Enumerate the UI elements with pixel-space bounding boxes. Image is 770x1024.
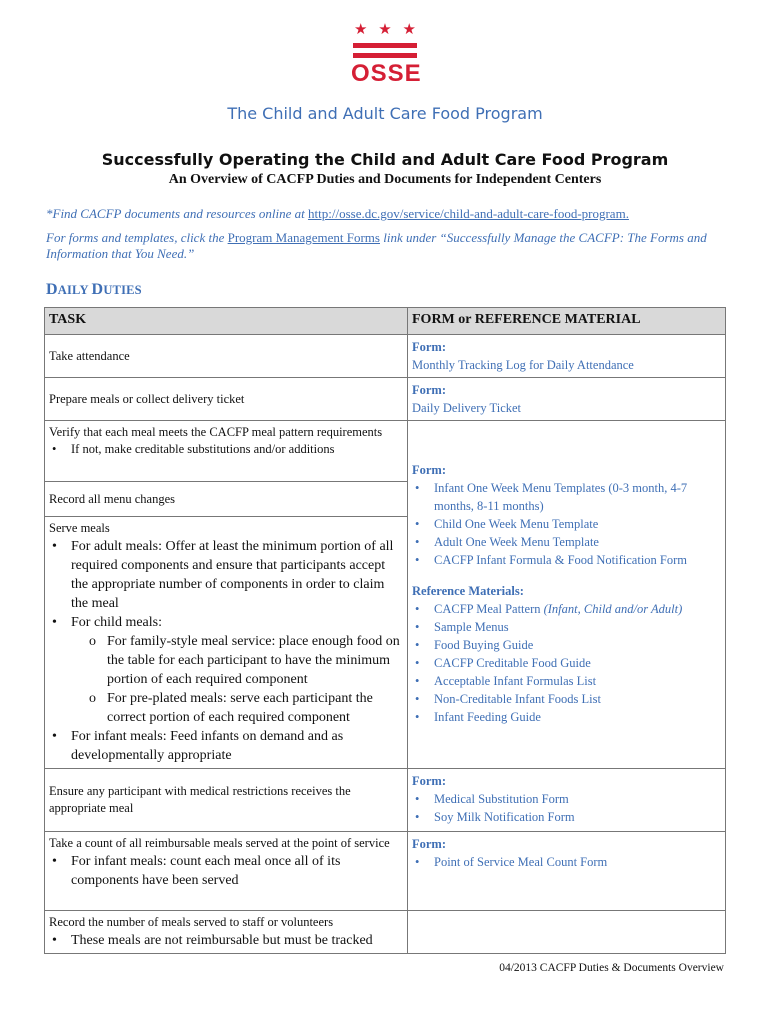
reference-item: • Acceptable Infant Formulas List bbox=[412, 672, 721, 690]
section-heading: DAILY DUTIES bbox=[46, 281, 142, 298]
form-cell-empty bbox=[408, 911, 726, 954]
form-label: Form: bbox=[412, 340, 447, 354]
table-row bbox=[45, 832, 726, 911]
task-cell bbox=[45, 832, 408, 911]
table-row bbox=[45, 421, 726, 482]
task-cell: Take attendance bbox=[45, 335, 408, 378]
form-cell bbox=[408, 335, 726, 378]
task-subitem: • For adult meals: Offer at least the minimum portion of all required components and ensure that participants accept the appropriate number of components in order to claim the meal bbox=[49, 537, 403, 613]
task-cell: Prepare meals or collect delivery ticket bbox=[45, 378, 408, 421]
form-cell bbox=[408, 378, 726, 421]
form-item: Monthly Tracking Log for Daily Attendance bbox=[412, 358, 634, 372]
task-cell: Ensure any participant with medical restrictions receives the appropriate meal bbox=[45, 769, 408, 832]
logo-bar bbox=[353, 53, 417, 58]
task-subitem: • For child meals: bbox=[49, 613, 403, 632]
form-cell bbox=[408, 769, 726, 832]
reference-item: • CACFP Creditable Food Guide bbox=[412, 654, 721, 672]
task-cell bbox=[45, 911, 408, 954]
task-cell bbox=[45, 517, 408, 769]
form-item: • Adult One Week Menu Template bbox=[412, 533, 721, 551]
task-subitem: • For infant meals: Feed infants on demand and as developmentally appropriate bbox=[49, 727, 403, 765]
task-cell bbox=[45, 421, 408, 482]
osse-logo bbox=[351, 20, 422, 94]
resources-note bbox=[46, 206, 736, 222]
logo-text: OSSE bbox=[351, 60, 422, 87]
table-row bbox=[45, 335, 726, 378]
table-row bbox=[45, 378, 726, 421]
reference-item: • Non-Creditable Infant Foods List bbox=[412, 690, 721, 708]
star-icon: ★ bbox=[354, 20, 368, 38]
reference-item: • CACFP Meal Pattern (Infant, Child and/or Adult) bbox=[412, 600, 721, 618]
forms-note-text: For forms and templates, click the bbox=[46, 230, 228, 245]
table-header-row bbox=[45, 308, 726, 335]
task-text: Verify that each meal meets the CACFP meal pattern requirements bbox=[49, 425, 383, 439]
reference-item: • Food Buying Guide bbox=[412, 636, 721, 654]
program-management-forms-link[interactable]: Program Management Forms bbox=[227, 230, 380, 245]
form-label: Form: bbox=[412, 383, 447, 397]
task-text: Serve meals bbox=[49, 521, 110, 535]
form-label: Form: bbox=[412, 774, 447, 788]
task-subitem: • For infant meals: count each meal once all of its components have been served bbox=[49, 852, 403, 890]
task-subitem-nested: o For pre-plated meals: serve each participant the correct portion of each required component bbox=[49, 689, 403, 727]
form-label: Form: bbox=[412, 463, 447, 477]
daily-duties-table bbox=[44, 307, 726, 954]
column-header-form: FORM or REFERENCE MATERIAL bbox=[408, 308, 726, 335]
logo-bar bbox=[353, 43, 417, 48]
reference-materials-label: Reference Materials: bbox=[412, 584, 524, 598]
form-item: Daily Delivery Ticket bbox=[412, 401, 522, 415]
logo-stars bbox=[351, 22, 419, 38]
task-subitem-nested: o For family-style meal service: place enough food on the table for each participant to have the minimum portion of each required component bbox=[49, 632, 403, 689]
form-item: • Point of Service Meal Count Form bbox=[412, 853, 721, 871]
reference-item: • Sample Menus bbox=[412, 618, 721, 636]
form-cell-menu-materials bbox=[408, 421, 726, 769]
resources-note-text: *Find CACFP documents and resources online at bbox=[46, 206, 309, 221]
forms-note bbox=[46, 230, 736, 262]
task-text: Record the number of meals served to staff or volunteers bbox=[49, 915, 334, 929]
forms-note-suffix: link under “Successfully Manage the CACFP: The Forms and Information that You Need.” bbox=[46, 230, 707, 261]
task-text: Take a count of all reimbursable meals served at the point of service bbox=[49, 836, 390, 850]
program-title: The Child and Adult Care Food Program bbox=[227, 104, 543, 123]
task-subitem: • If not, make creditable substitutions and/or additions bbox=[49, 441, 403, 458]
page-subtitle: An Overview of CACFP Duties and Documents for Independent Centers bbox=[168, 172, 602, 187]
form-cell bbox=[408, 832, 726, 911]
column-header-task: TASK bbox=[45, 308, 408, 335]
form-label: Form: bbox=[412, 837, 447, 851]
page-title: Successfully Operating the Child and Adult Care Food Program bbox=[101, 150, 669, 169]
form-item: • CACFP Infant Formula & Food Notification Form bbox=[412, 551, 721, 569]
task-subitem: • These meals are not reimbursable but must be tracked bbox=[49, 931, 403, 950]
star-icon: ★ bbox=[378, 20, 392, 38]
form-item: • Soy Milk Notification Form bbox=[412, 808, 721, 826]
form-item: • Child One Week Menu Template bbox=[412, 515, 721, 533]
form-item: • Medical Substitution Form bbox=[412, 790, 721, 808]
reference-item: • Infant Feeding Guide bbox=[412, 708, 721, 726]
form-item: • Infant One Week Menu Templates (0-3 month, 4-7 months, 8-11 months) bbox=[412, 479, 721, 515]
table-row bbox=[45, 911, 726, 954]
osse-cacfp-link[interactable]: http://osse.dc.gov/service/child-and-adult-care-food-program. bbox=[308, 206, 629, 221]
page-footer: 04/2013 CACFP Duties & Documents Overview bbox=[499, 962, 724, 974]
star-icon: ★ bbox=[402, 20, 416, 38]
task-cell: Record all menu changes bbox=[45, 482, 408, 517]
table-row bbox=[45, 769, 726, 832]
